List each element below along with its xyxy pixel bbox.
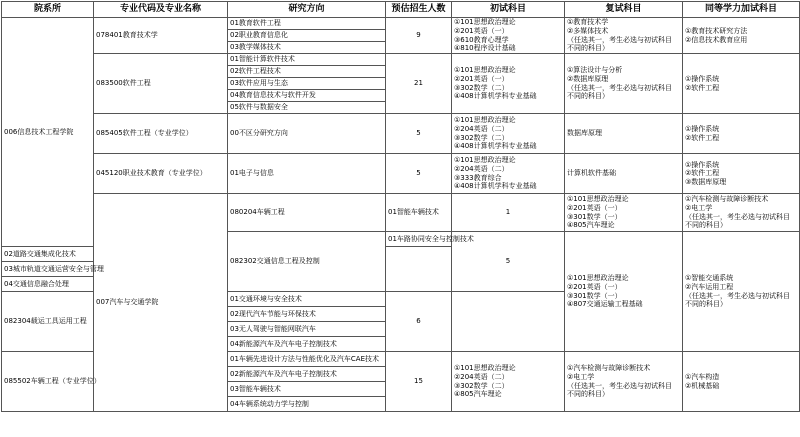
exam-line: ②201英语（一） [454, 26, 509, 35]
extra-cell [683, 54, 800, 114]
exam-line: ①101思想政治理论 [454, 116, 516, 125]
exam-line: ③302数学（二） [454, 133, 509, 142]
extra-line: ①汽车构造 [685, 372, 720, 381]
direction-cell: 03软件应用与生态 [228, 78, 386, 90]
exam-cell [452, 352, 565, 412]
direction-cell: 04车辆系统动力学与控制 [228, 397, 386, 412]
extra-line: ①操作系统 [685, 74, 720, 83]
direction-cell: 02软件工程技术 [228, 66, 386, 78]
direction-cell: 04交通信息融合处理 [2, 277, 94, 292]
count-cell: 6 [386, 292, 452, 352]
count-cell: 15 [386, 352, 452, 412]
retest-line: ②电工学 [685, 203, 713, 212]
dept-cell: 007汽车与交通学院 [94, 194, 228, 412]
retest-line: ②汽车运用工程 [685, 282, 734, 291]
header-row [2, 2, 800, 18]
extra-line: ②机械基础 [685, 381, 720, 390]
retest-line: ①算法设计与分析 [567, 66, 623, 75]
extra-cell [683, 154, 800, 194]
header-exam: 初试科目 [452, 2, 565, 18]
direction-cell: 02新能源汽车及汽车电子控制技术 [228, 367, 386, 382]
exam-line: ①101思想政治理论 [567, 195, 629, 204]
exam-line: ④408计算机学科专业基础 [454, 142, 537, 151]
direction-cell: 05软件与数据安全 [228, 102, 386, 114]
header-major: 专业代码及专业名称 [94, 2, 228, 18]
direction-cell: 04教育信息技术与软件开发 [228, 90, 386, 102]
exam-line: ③610教育心理学 [454, 35, 509, 44]
exam-cell [565, 194, 683, 232]
count-cell: 21 [386, 54, 452, 114]
direction-cell: 01智能车辆技术 [386, 194, 452, 232]
direction-cell: 01车辆先进设计方法与性能优化及汽车CAE技术 [228, 352, 386, 367]
major-cell: 082304载运工具运用工程 [2, 292, 94, 352]
direction-cell: 04新能源汽车及汽车电子控制技术 [228, 337, 386, 352]
count-cell: 1 [452, 194, 565, 232]
exam-line: ②204英语（二） [454, 124, 509, 133]
extra-line: ②软件工程 [685, 133, 720, 142]
direction-cell: 02道路交通集成化技术 [2, 247, 94, 262]
header-extra: 同等学力加试科目 [683, 2, 800, 18]
direction-cell: 02职业教育信息化 [228, 30, 386, 42]
retest-line: ①教育技术学 [567, 18, 609, 27]
extra-line: ③数据库原理 [685, 177, 727, 186]
exam-line: ②201英语（一） [567, 203, 622, 212]
direction-cell: 01车路协同安全与控制技术 [386, 232, 452, 247]
exam-cell [452, 18, 565, 54]
header-retest: 复试科目 [565, 2, 683, 18]
exam-line: ②201英语（一） [567, 282, 622, 291]
exam-cell [452, 54, 565, 114]
exam-line: ③301数学（一） [567, 291, 622, 300]
extra-line: ②信息技术教育应用 [685, 35, 748, 44]
retest-line: （任选其一，考生必选与初试科目 [685, 291, 790, 300]
retest-line: （任选其一，考生必选与初试科目 [567, 83, 672, 92]
major-cell: 080204车辆工程 [228, 194, 386, 232]
exam-line: ①101思想政治理论 [454, 18, 516, 27]
direction-cell: 03城市轨道交通运营安全与管理 [2, 262, 94, 277]
direction-cell: 03无人驾驶与智能网联汽车 [228, 322, 386, 337]
direction-cell: 02现代汽车节能与环保技术 [228, 307, 386, 322]
exam-cell [452, 114, 565, 154]
retest-cell: 数据库原理 [565, 114, 683, 154]
count-cell: 5 [452, 232, 565, 292]
exam-line: ④805汽车理论 [454, 390, 502, 399]
retest-cell [683, 232, 800, 352]
major-cell: 078401教育技术学 [94, 18, 228, 54]
retest-cell [683, 194, 800, 232]
retest-line: ②电工学 [567, 372, 595, 381]
enrollment-table [1, 1, 800, 412]
exam-line: ④408计算机学科专业基础 [454, 182, 537, 191]
dept-cell: 006信息技术工程学院 [2, 18, 94, 247]
major-cell: 045120职业技术教育（专业学位） [94, 154, 228, 194]
count-cell: 9 [386, 18, 452, 54]
retest-line: 不同的科目） [567, 92, 609, 101]
exam-cell [565, 232, 683, 352]
extra-line: ②软件工程 [685, 83, 720, 92]
exam-line: ④408计算机学科专业基础 [454, 92, 537, 101]
direction-cell: 03教学媒体技术 [228, 42, 386, 54]
extra-cell [683, 114, 800, 154]
major-cell: 083500软件工程 [94, 54, 228, 114]
retest-line: （任选其一，考生必选与初试科目 [567, 35, 672, 44]
header-count: 预估招生人数 [386, 2, 452, 18]
extra-line: ①教育技术研究方法 [685, 26, 748, 35]
header-direction: 研究方向 [228, 2, 386, 18]
exam-line: ①101思想政治理论 [454, 156, 516, 165]
exam-cell [452, 154, 565, 194]
exam-line: ①101思想政治理论 [567, 274, 629, 283]
retest-cell [565, 54, 683, 114]
exam-line: ②201英语（一） [454, 74, 509, 83]
exam-line: ①101思想政治理论 [454, 66, 516, 75]
retest-cell [565, 352, 683, 412]
extra-line: ①操作系统 [685, 160, 720, 169]
exam-line: ③302数学（二） [454, 83, 509, 92]
direction-cell: 03智能车辆技术 [228, 382, 386, 397]
count-cell: 5 [386, 114, 452, 154]
major-cell: 082302交通信息工程及控制 [228, 232, 386, 292]
retest-cell: 计算机软件基础 [565, 154, 683, 194]
extra-cell [683, 18, 800, 54]
direction-cell: 01电子与信息 [228, 154, 386, 194]
extra-line: ①操作系统 [685, 124, 720, 133]
retest-line: 不同的科目） [567, 390, 609, 399]
retest-line: ①智能交通系统 [685, 274, 734, 283]
retest-line: ②多媒体技术 [567, 26, 609, 35]
count-cell: 5 [386, 154, 452, 194]
retest-line: 不同的科目） [567, 44, 609, 53]
exam-line: ④805汽车理论 [567, 221, 615, 230]
extra-line: ②软件工程 [685, 169, 720, 178]
direction-cell: 01交通环境与安全技术 [228, 292, 386, 307]
retest-cell [565, 18, 683, 54]
major-cell: 085405软件工程（专业学位） [94, 114, 228, 154]
retest-line: ①汽车检测与故障诊断技术 [567, 364, 651, 373]
extra-cell [683, 352, 800, 412]
exam-line: ①101思想政治理论 [454, 364, 516, 373]
retest-line: （任选其一，考生必选与初试科目 [567, 381, 672, 390]
retest-line: ①汽车检测与故障诊断技术 [685, 195, 769, 204]
retest-line: 不同的科目） [685, 221, 727, 230]
retest-line: ②数据库原理 [567, 74, 609, 83]
exam-line: ②204英语（二） [454, 164, 509, 173]
retest-line: （任选其一，考生必选与初试科目 [685, 212, 790, 221]
exam-line: ③333教育综合 [454, 173, 502, 182]
exam-line: ④810程序设计基础 [454, 44, 516, 53]
exam-line: ③302数学（二） [454, 381, 509, 390]
header-dept: 院系所 [2, 2, 94, 18]
direction-cell: 00不区分研究方向 [228, 114, 386, 154]
direction-cell: 01智能计算软件技术 [228, 54, 386, 66]
exam-line: ④807交通运输工程基础 [567, 300, 643, 309]
exam-line: ②204英语（二） [454, 372, 509, 381]
retest-line: 不同的科目） [685, 300, 727, 309]
exam-line: ③301数学（一） [567, 212, 622, 221]
major-cell: 085502车辆工程（专业学位） [2, 352, 94, 412]
direction-cell: 01教育软件工程 [228, 18, 386, 30]
